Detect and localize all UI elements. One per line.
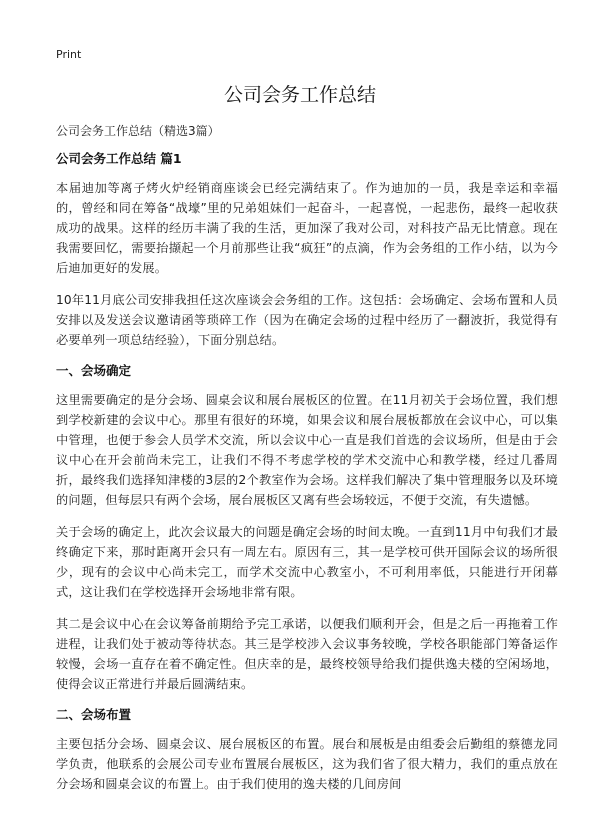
section-heading: 公司会务工作总结 篇1 <box>56 151 182 166</box>
paragraph: 关于会场的确定上，此次会议最大的问题是确定会场的时间太晚。一直到11月中旬我们才最终确定下来，那时距离开会只有一周左右。原因有三，其一是学校可供开国际会议的场所很少，现有的会议中心尚未完工，而学术交流中心教室小，不可利用率低，只能进行开闭幕式，这让我们在学校选择开会场地非常有限。 <box>56 525 558 599</box>
paragraph: 10年11月底公司安排我担任这次座谈会会务组的工作。这包括：会场确定、会场布置和人员安排以及发送会议邀请函等琐碎工作（因为在确定会场的过程中经历了一翻波折，我觉得有必要单列一项总结经验），下面分别总结。 <box>56 293 558 347</box>
page-title: 公司会务工作总结 <box>223 84 376 106</box>
document-subtitle: 公司会务工作总结（精选3篇） <box>56 124 220 138</box>
paragraph: 本届迪加等离子烤火炉经销商座谈会已经完满结束了。作为迪加的一员，我是幸运和幸福的，曾经和同在筹备“战壕”里的兄弟姐妹们一起奋斗，一起喜悦，一起悲伤，最终一起收获成功的战果。这样的经历丰满了我的生活，更加深了我对公司，对科技产品无比情意。现在我需要回忆，需要抬撷起一个月前那些让我“疯狂”的点滴，作为会务组的工作小结，以为今后迪加更好的发展。 <box>56 181 558 275</box>
paragraph: 这里需要确定的是分会场、圆桌会议和展台展板区的位置。在11月初关于会场位置，我们想到学校新建的会议中心。那里有很好的环境，如果会议和展台展板都放在会议中心，可以集中管理，也便于参会人员学术交流，所以会议中心一直是我们首选的会议场所，但是由于会议中心在开会前尚未完工，让我们不得不考虑学校的学术交流中心和教学楼，经过几番周折，最终我们选择知津楼的3层的2个教室作为会场。这样我们解决了集中管理服务以及环境的问题，但每层只有两个会场，展台展板区又离有些会场较远，不便于交流，有失遗憾。 <box>56 393 558 507</box>
section-heading: 一、会场确定 <box>56 363 132 378</box>
section-heading: 二、会场布置 <box>56 707 132 722</box>
print-link[interactable]: Print <box>56 48 82 61</box>
paragraph: 其二是会议中心在会议筹备前期给予完工承诺，以便我们顺利开会，但是之后一再拖着工作进程，让我们处于被动等待状态。其三是学校涉入会议事务较晚，学校各职能部门筹备运作较慢，会场一直存在着不确定性。但庆幸的是，最终校领导给我们提供逸夫楼的空闲场地，使得会议正常进行并最后圆满结束。 <box>56 617 558 691</box>
paragraph: 主要包括分会场、圆桌会议、展台展板区的布置。展台和展板是由组委会后勤组的蔡德龙同学负责，他联系的会展公司专业布置展台展板区，这为我们省了很大精力，我们的重点放在分会场和圆桌会议的布置上。由于我们使用的逸夫楼的几间房间 <box>56 737 558 791</box>
document-body <box>56 150 558 806</box>
